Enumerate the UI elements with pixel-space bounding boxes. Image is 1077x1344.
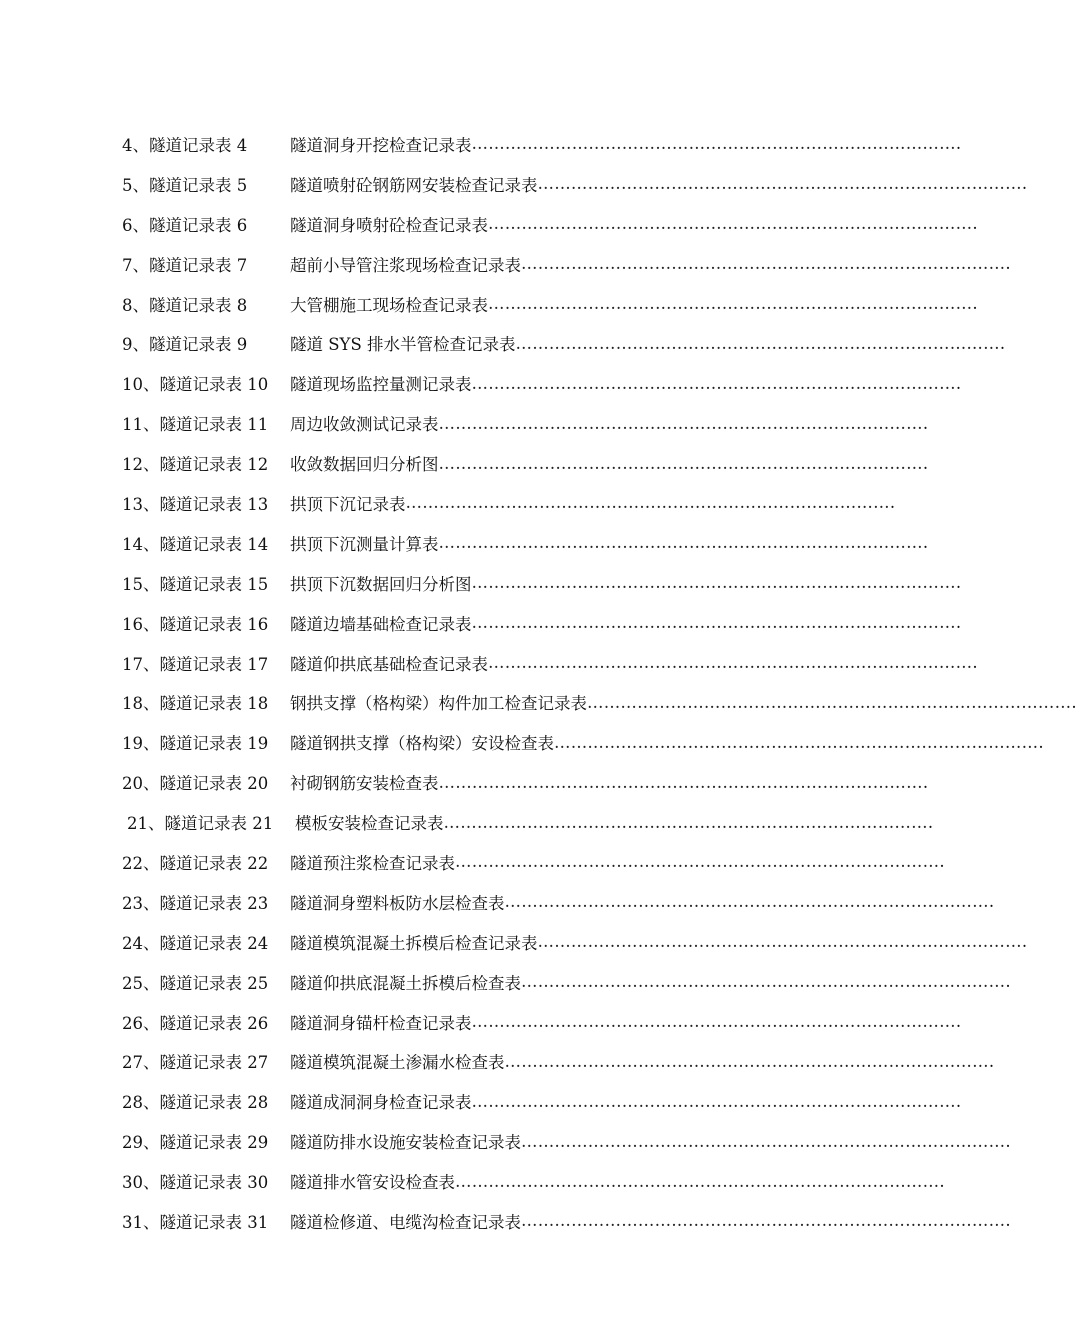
toc-end-mark: . bbox=[922, 453, 929, 473]
toc-entry-label: 31、隧道记录表 31 bbox=[122, 1212, 269, 1232]
toc-entry-title: 隧道仰拱底基础检查记录表 bbox=[290, 654, 488, 674]
toc-entry-title: 隧道 SYS 排水半管检查记录表 bbox=[290, 335, 516, 355]
toc-end-mark: . bbox=[988, 1051, 995, 1071]
toc-dot-leader: …………………………………………………………………………… bbox=[455, 852, 940, 872]
toc-end-mark: . bbox=[955, 1012, 962, 1032]
toc-entry bbox=[122, 1201, 1011, 1241]
toc-end-mark: . bbox=[955, 1091, 962, 1111]
toc-dot-leader: …………………………………………………………………………… bbox=[405, 493, 890, 513]
toc-dot-leader: …………………………………………………………………………… bbox=[521, 254, 1006, 274]
toc-entry bbox=[122, 403, 929, 443]
toc-entry-label: 24、隧道记录表 24 bbox=[122, 933, 269, 953]
toc-entry bbox=[122, 483, 896, 523]
toc-entry bbox=[122, 244, 1011, 284]
toc-end-mark: . bbox=[955, 134, 962, 154]
toc-entry-title: 隧道防排水设施安装检查记录表 bbox=[290, 1133, 521, 1153]
toc-entry bbox=[122, 962, 1011, 1002]
toc-entry bbox=[122, 1002, 962, 1042]
toc-end-mark: . bbox=[939, 852, 945, 872]
toc-entry-title: 大管棚施工现场检查记录表 bbox=[290, 295, 488, 315]
toc-entry-label: 10、隧道记录表 10 bbox=[122, 375, 269, 395]
toc-end-mark: . bbox=[927, 812, 934, 832]
toc-entry-title: 隧道预注浆检查记录表 bbox=[290, 853, 455, 873]
toc-entry bbox=[122, 164, 1028, 204]
toc-entry-label: 30、隧道记录表 30 bbox=[122, 1173, 269, 1193]
toc-entry bbox=[122, 762, 929, 802]
toc-end-mark: . bbox=[1005, 254, 1011, 274]
toc-entry bbox=[122, 842, 945, 882]
toc-end-mark: . bbox=[922, 533, 929, 553]
toc-entry-title: 模板安装检查记录表 bbox=[295, 814, 444, 834]
toc-end-mark: . bbox=[1021, 174, 1028, 194]
toc-entry bbox=[122, 643, 978, 683]
toc-dot-leader: …………………………………………………………………………… bbox=[471, 1091, 956, 1111]
table-of-contents bbox=[122, 124, 1077, 1241]
toc-dot-leader: …………………………………………………………………………… bbox=[488, 653, 973, 673]
toc-entry-label: 8、隧道记录表 8 bbox=[122, 295, 248, 315]
toc-end-mark: . bbox=[955, 373, 962, 393]
toc-entry bbox=[122, 1081, 962, 1121]
toc-entry bbox=[122, 363, 962, 403]
toc-dot-leader: …………………………………………………………………………… bbox=[471, 1012, 956, 1032]
toc-entry-title: 钢拱支撑（格构梁）构件加工检查记录表 bbox=[290, 694, 587, 714]
toc-end-mark: . bbox=[1005, 1211, 1011, 1231]
toc-entry-title: 隧道洞身锚杆检查记录表 bbox=[290, 1013, 472, 1033]
toc-dot-leader: …………………………………………………………………………… bbox=[438, 533, 923, 553]
toc-entry-title: 隧道洞身开挖检查记录表 bbox=[290, 135, 472, 155]
toc-end-mark: . bbox=[889, 493, 896, 513]
toc-entry bbox=[122, 722, 1044, 762]
toc-dot-leader: …………………………………………………………………………… bbox=[515, 333, 1000, 353]
toc-entry-title: 超前小导管注浆现场检查记录表 bbox=[290, 255, 521, 275]
toc-dot-leader: …………………………………………………………………………… bbox=[537, 932, 1022, 952]
toc-dot-leader: …………………………………………………………………………… bbox=[521, 1211, 1006, 1231]
toc-dot-leader: …………………………………………………………………………… bbox=[488, 294, 973, 313]
toc-dot-leader: …………………………………………………………………………… bbox=[521, 1131, 1006, 1151]
toc-dot-leader: …………………………………………………………………………… bbox=[438, 453, 923, 473]
toc-entry bbox=[122, 682, 1077, 722]
toc-entry bbox=[122, 922, 1028, 962]
toc-entry-title: 周边收敛测试记录表 bbox=[290, 415, 439, 435]
toc-entry bbox=[122, 563, 962, 603]
toc-entry-label: 19、隧道记录表 19 bbox=[122, 734, 269, 754]
toc-end-mark: . bbox=[999, 333, 1006, 353]
toc-dot-leader: …………………………………………………………………………… bbox=[537, 174, 1022, 194]
toc-dot-leader: …………………………………………………………………………… bbox=[455, 1171, 940, 1191]
toc-end-mark: . bbox=[972, 294, 978, 313]
toc-entry bbox=[122, 882, 995, 922]
toc-entry-label: 4、隧道记录表 4 bbox=[122, 135, 248, 155]
toc-entry-label: 13、隧道记录表 13 bbox=[122, 494, 269, 514]
toc-entry bbox=[122, 443, 929, 483]
toc-end-mark: . bbox=[1021, 932, 1028, 952]
toc-entry-title: 隧道洞身喷射砼检查记录表 bbox=[290, 215, 488, 235]
toc-entry-label: 23、隧道记录表 23 bbox=[122, 893, 269, 913]
toc-entry bbox=[122, 802, 934, 842]
toc-dot-leader: …………………………………………………………………………… bbox=[471, 134, 956, 154]
toc-entry-title: 隧道排水管安设检查表 bbox=[290, 1173, 455, 1193]
toc-entry-label: 9、隧道记录表 9 bbox=[122, 335, 248, 355]
toc-end-mark: . bbox=[1005, 1131, 1011, 1151]
toc-dot-leader: …………………………………………………………………………… bbox=[521, 972, 1006, 992]
toc-entry-label: 20、隧道记录表 20 bbox=[122, 774, 269, 794]
toc-entry-label: 26、隧道记录表 26 bbox=[122, 1013, 269, 1033]
toc-dot-leader: …………………………………………………………………………… bbox=[504, 1051, 989, 1071]
toc-entry bbox=[122, 1121, 1011, 1161]
toc-entry bbox=[122, 204, 978, 244]
toc-dot-leader: …………………………………………………………………………… bbox=[438, 772, 923, 792]
toc-dot-leader: …………………………………………………………………………… bbox=[443, 812, 928, 832]
toc-entry-title: 收敛数据回归分析图 bbox=[290, 455, 439, 475]
toc-end-mark: . bbox=[1005, 972, 1011, 992]
toc-dot-leader: …………………………………………………………………………… bbox=[587, 692, 1072, 712]
toc-entry-title: 隧道现场监控量测记录表 bbox=[290, 375, 472, 395]
toc-entry-label: 18、隧道记录表 18 bbox=[122, 694, 269, 714]
toc-end-mark: . bbox=[972, 214, 978, 234]
toc-entry-label: 14、隧道记录表 14 bbox=[122, 534, 269, 554]
toc-dot-leader: …………………………………………………………………………… bbox=[471, 373, 956, 393]
toc-entry-label: 16、隧道记录表 16 bbox=[122, 614, 269, 634]
toc-entry-title: 拱顶下沉记录表 bbox=[290, 494, 406, 514]
toc-entry-title: 隧道喷射砼钢筋网安装检查记录表 bbox=[290, 175, 538, 195]
toc-entry-label: 7、隧道记录表 7 bbox=[122, 255, 248, 275]
toc-entry-title: 隧道成洞洞身检查记录表 bbox=[290, 1093, 472, 1113]
toc-dot-leader: …………………………………………………………………………… bbox=[488, 214, 973, 234]
toc-end-mark: . bbox=[922, 413, 929, 433]
toc-end-mark: . bbox=[972, 653, 978, 673]
toc-end-mark: . bbox=[955, 573, 962, 593]
toc-entry-label: 6、隧道记录表 6 bbox=[122, 215, 248, 235]
toc-entry-label: 17、隧道记录表 17 bbox=[122, 654, 269, 674]
toc-entry bbox=[122, 523, 929, 563]
toc-end-mark: . bbox=[955, 613, 962, 633]
toc-entry-title: 衬砌钢筋安装检查表 bbox=[290, 774, 439, 794]
toc-entry bbox=[122, 1041, 995, 1081]
toc-dot-leader: …………………………………………………………………………… bbox=[438, 413, 923, 433]
toc-dot-leader: …………………………………………………………………………… bbox=[471, 613, 956, 633]
toc-end-mark: . bbox=[939, 1171, 945, 1191]
toc-entry-title: 隧道边墙基础检查记录表 bbox=[290, 614, 472, 634]
toc-entry bbox=[122, 1161, 945, 1201]
toc-dot-leader: …………………………………………………………………………… bbox=[554, 732, 1039, 752]
toc-entry-title: 隧道检修道、电缆沟检查记录表 bbox=[290, 1212, 521, 1232]
toc-dot-leader: …………………………………………………………………………… bbox=[504, 892, 989, 912]
toc-entry-label: 29、隧道记录表 29 bbox=[122, 1133, 269, 1153]
toc-entry-label: 5、隧道记录表 5 bbox=[122, 175, 248, 195]
toc-end-mark: . bbox=[988, 892, 995, 912]
toc-entry-label: 28、隧道记录表 28 bbox=[122, 1093, 269, 1113]
toc-entry-label: 27、隧道记录表 27 bbox=[122, 1053, 269, 1073]
toc-entry-title: 拱顶下沉数据回归分析图 bbox=[290, 574, 472, 594]
toc-end-mark: . bbox=[922, 772, 929, 792]
toc-entry-label: 22、隧道记录表 22 bbox=[122, 853, 269, 873]
toc-entry-label: 11、隧道记录表 11 bbox=[122, 415, 269, 435]
toc-entry bbox=[122, 284, 978, 324]
toc-entry-label: 21、隧道记录表 21 bbox=[127, 814, 274, 834]
toc-entry-label: 15、隧道记录表 15 bbox=[122, 574, 269, 594]
toc-entry-title: 隧道仰拱底混凝土拆模后检查表 bbox=[290, 973, 521, 993]
toc-entry-label: 25、隧道记录表 25 bbox=[122, 973, 269, 993]
toc-entry-title: 隧道模筑混凝土拆模后检查记录表 bbox=[290, 933, 538, 953]
toc-entry-title: 拱顶下沉测量计算表 bbox=[290, 534, 439, 554]
toc-entry-title: 隧道钢拱支撑（格构梁）安设检查表 bbox=[290, 734, 554, 754]
toc-entry-title: 隧道模筑混凝土渗漏水检查表 bbox=[290, 1053, 505, 1073]
toc-entry bbox=[122, 323, 1006, 363]
toc-dot-leader: …………………………………………………………………………… bbox=[471, 573, 956, 593]
toc-entry bbox=[122, 124, 962, 164]
toc-entry-label: 12、隧道记录表 12 bbox=[122, 455, 269, 475]
toc-end-mark: . bbox=[1038, 732, 1044, 752]
toc-entry-title: 隧道洞身塑料板防水层检查表 bbox=[290, 893, 505, 913]
toc-end-mark: . bbox=[1071, 692, 1077, 712]
toc-entry bbox=[122, 603, 962, 643]
